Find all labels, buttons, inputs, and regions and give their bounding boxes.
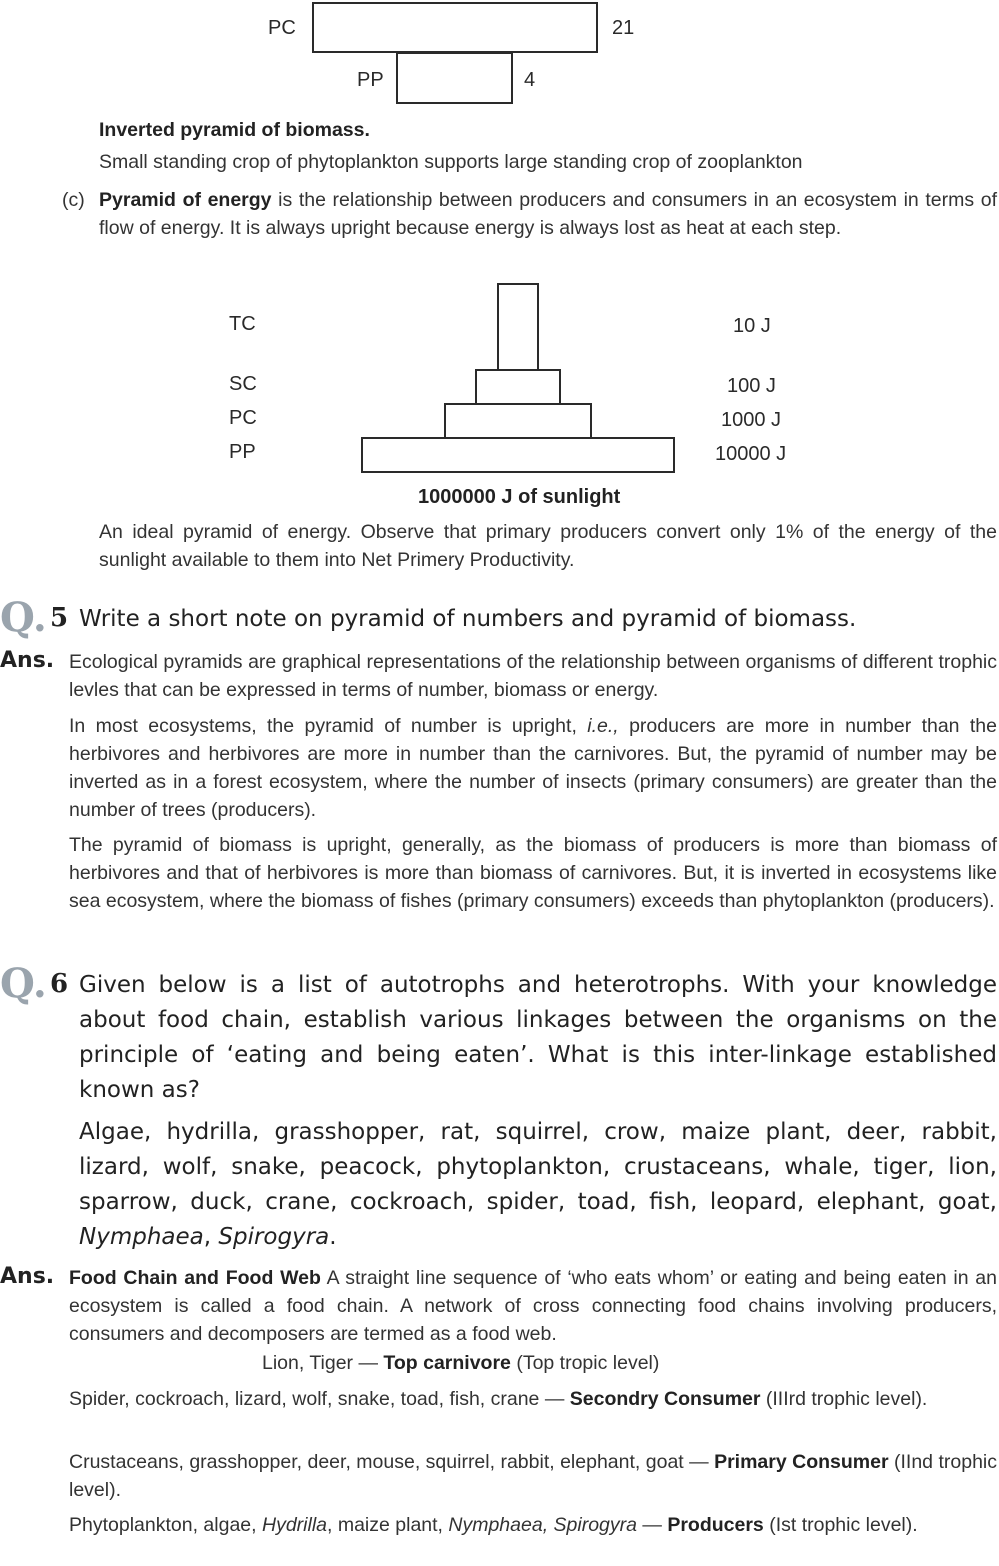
text-run: Lion, Tiger — — [262, 1352, 384, 1374]
text-run: producers are more in number than the herbivores and herbivores are more in number than the carnivores. But, the pyramid of number may be inverted as in a forest ecosystem, where the number of insects (primary consumers) are greater than the number of trees (producers). — [69, 715, 998, 821]
pyramid-base-label: 1000000 J of sunlight — [418, 486, 621, 508]
figure-note: An ideal pyramid of energy. Observe that primary producers convert only 1% of the energy of the sunlight available to them into Net Primery Productivity. — [99, 521, 997, 571]
question-number: 6 — [50, 969, 69, 999]
pyramid-level-label: PP — [357, 69, 384, 91]
text-bold: Secondry Consumer — [569, 1388, 761, 1410]
text-run: Spider, cockroach, lizard, wolf, snake, toad, fish, crane — — [69, 1388, 570, 1410]
term-bold: Pyramid of energy — [99, 189, 272, 211]
answer-paragraph: Ecological pyramids are graphical representations of the relationship between organisms of different trophic levles that can be expressed in terms of number, biomass or energy. — [69, 651, 997, 701]
text-run: Phytoplankton, algae, — [69, 1514, 262, 1536]
question-text: Write a short note on pyramid of numbers and pyramid of biomass. — [79, 606, 857, 632]
organism-list — [79, 1115, 997, 1255]
energy-paragraph — [99, 186, 997, 242]
pyramid-level-value: 10 J — [733, 315, 771, 337]
trophic-line-primary — [69, 1448, 997, 1504]
energy-text: is the relationship between producers and consumers in an ecosystem in terms of flow of energy. It is always upright because energy is always lost as heat at each step. — [99, 189, 997, 239]
trophic-line-producers — [69, 1511, 997, 1539]
text-run: (IInd trophic level). — [69, 1451, 997, 1501]
text-run: , — [203, 1224, 219, 1250]
text-run: In most ecosystems, the pyramid of number is upright, — [69, 715, 588, 737]
pyramid-level-label: PC — [229, 407, 257, 429]
text-italic: i.e., — [587, 715, 619, 737]
text-run: (IIIrd trophic level). — [760, 1388, 928, 1410]
text-bold: Top carnivore — [383, 1352, 511, 1374]
pyramid-level-value: 10000 J — [715, 443, 787, 465]
text-italic: Spirogyra — [218, 1224, 330, 1250]
question-number: 5 — [50, 603, 69, 633]
answer-paragraph: The pyramid of biomass is upright, generally, as the biomass of producers is more than biomass of herbivores and that of herbivores is more than biomass of carnivores. But, it is inverted in ecosystems like sea ecosystem, where the biomass of fishes (primary consumers) exceeds than phytoplankton (producers). — [69, 834, 997, 912]
text-run: , maize plant, — [327, 1514, 449, 1536]
text-run: A straight line sequence of ‘who eats whom’ or eating and being eaten in an ecosystem is called a food chain. A network of cross connecting food chains involving producers, consumers and decomposers are termed as a food web. — [69, 1267, 997, 1345]
question-mark: Q. — [0, 960, 47, 1007]
text-run: Algae, hydrilla, grasshopper, rat, squirrel, crow, maize plant, deer, rabbit, lizard, wolf, snake, peacock, phytoplankton, crustaceans, whale, tiger, lion, sparrow, duck, crane, cockroach, spider, toad, fish, leopard, elephant, goat, — [79, 1119, 997, 1215]
pyramid-bar-pc — [312, 2, 598, 53]
answer-paragraph — [69, 712, 997, 824]
list-marker: (c) — [62, 189, 85, 211]
answer-label: Ans. — [0, 1264, 55, 1289]
question-mark: Q. — [0, 594, 47, 641]
pyramid-level-value: 100 J — [727, 375, 776, 397]
pyramid-bar-pc — [444, 403, 592, 439]
text-bold: Food Chain and Food Web — [69, 1267, 321, 1289]
trophic-line-secondary — [69, 1385, 997, 1413]
text-bold: Producers — [667, 1514, 764, 1536]
text-run: . — [329, 1224, 337, 1250]
text-bold: Primary Consumer — [714, 1451, 889, 1473]
text-run: — — [636, 1514, 668, 1536]
pyramid-level-label: SC — [229, 373, 257, 395]
pyramid-bar-pp — [396, 52, 513, 104]
trophic-line-top — [262, 1349, 997, 1377]
pyramid-level-value: 4 — [524, 69, 536, 91]
figure-note: Small standing crop of phytoplankton supports large standing crop of zooplankton — [99, 151, 803, 173]
pyramid-bar-pp — [361, 437, 675, 473]
text-run: (Ist trophic level). — [763, 1514, 918, 1536]
text-italic: Nymphaea — [79, 1224, 204, 1250]
pyramid-level-value: 1000 J — [721, 409, 782, 431]
pyramid-bar-sc — [475, 369, 561, 405]
text-italic: Nymphaea, Spirogyra — [448, 1514, 637, 1536]
text-run: (Top tropic level) — [510, 1352, 660, 1374]
answer-label: Ans. — [0, 648, 55, 673]
pyramid-bar-tc — [497, 283, 539, 371]
question-text: Given below is a list of autotrophs and heterotrophs. With your knowledge about food chain, establish various linkages between the organisms on the principle of ‘eating and being eaten’. What is this inter-linkage established known as? — [79, 972, 997, 1103]
text-run: Crustaceans, grasshopper, deer, mouse, squirrel, rabbit, elephant, goat — — [69, 1451, 715, 1473]
answer-paragraph — [69, 1264, 997, 1348]
pyramid-level-label: PC — [268, 17, 296, 39]
text-italic: Hydrilla — [261, 1514, 327, 1536]
pyramid-level-value: 21 — [612, 17, 635, 39]
pyramid-level-label: PP — [229, 441, 256, 463]
pyramid-level-label: TC — [229, 313, 256, 335]
figure-caption: Inverted pyramid of biomass. — [99, 119, 370, 141]
